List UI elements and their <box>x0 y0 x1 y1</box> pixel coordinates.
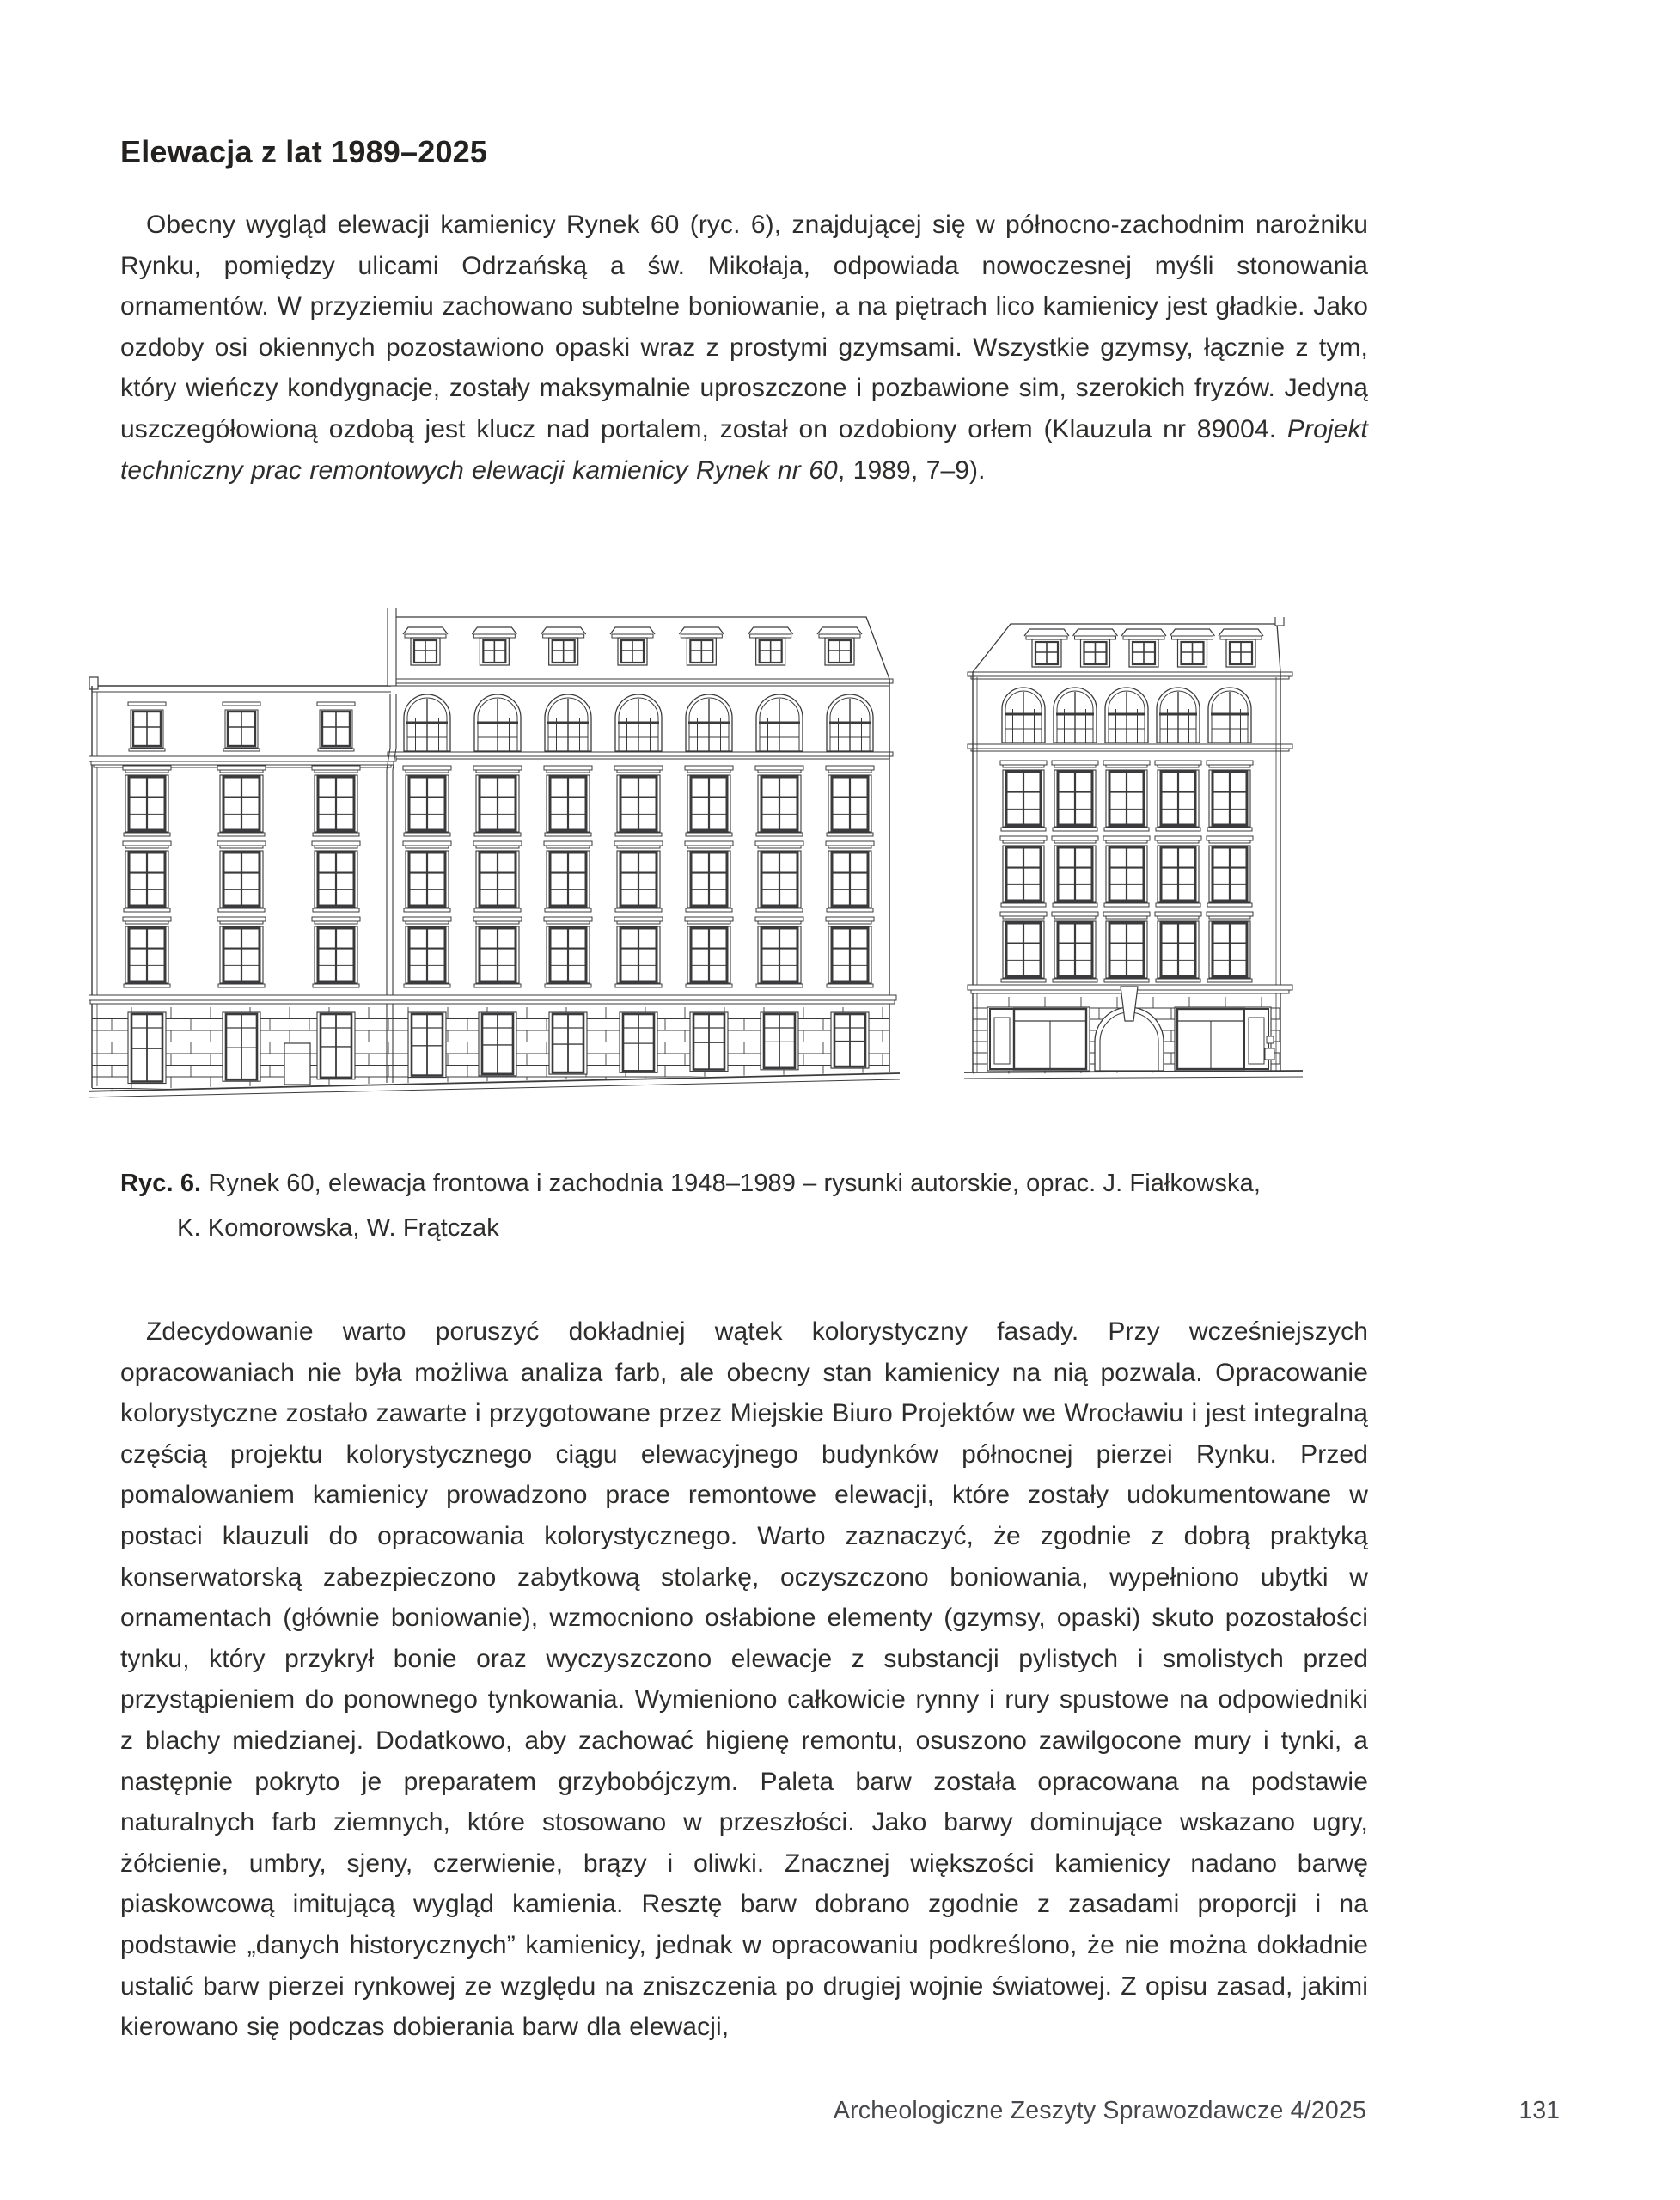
caption-label: Ryc. 6. <box>120 1170 202 1197</box>
caption-line2: K. Komorowska, W. Frątczak <box>177 1214 499 1242</box>
paragraph-1-italic-citation: Projekt techniczny prac remontowych elewacji kamienicy Rynek nr 60 <box>120 414 1368 485</box>
paragraph-2: Zdecydowanie warto poruszyć dokładniej wątek kolorystyczny fasady. Przy wcześniejszych opracowaniach nie była możliwa analiza farb, ale obecny stan kamienicy na nią pozwala. Opracowanie kolorystyczne zostało zawarte i przygotowane przez Miejskie Biuro Projektów we Wrocławiu i jest integralną częścią projektu kolorystycznego ciągu elewacyjnego budynków północnej pierzei Rynku. Przed pomalowaniem kamienicy prowadzono prace remontowe elewacji, które zostały udokumentowane w postaci klauzuli do opracowania kolorystycznego. Warto zaznaczyć, że zgodnie z dobrą praktyką konserwatorską zabezpieczono zabytkową stolarkę, oczyszczono boniowania, wypełniono ubytki w ornamentach (głównie boniowanie), wzmocniono osłabione elementy (gzymsy, opaski) skuto pozostałości tynku, który przykrył bonie oraz wyczyszczono elewacje z substancji pylistych i smolistych przed przystąpieniem do ponownego tynkowania. Wymieniono całkowicie rynny i rury spustowe na odpowiedniki z blachy miedzianej. Dodatkowo, aby zachować higienę remontu, osuszono zawilgocone mury i tynki, a następnie pokryto je preparatem grzybobójczym. Paleta barw została opracowana na podstawie naturalnych farb ziemnych, które stosowano w przeszłości. Jako barwy dominujące wskazano ugry, żółcienie, umbry, sjeny, czerwienie, brązy i oliwki. Znacznej większości kamienicy nadano barwę piaskowcową imitującą wygląd kamienia. Resztę barw dobrano zgodnie z zasadami proporcji i na podstawie „danych historycznych” kamienicy, jednak w opracowaniu podkreślono, że nie można dokładnie ustalić barw pierzei rynkowej ze względu na zniszczenia po drugiej wojnie światowej. Z opisu zasad, jakimi kierowano się podczas dobierania barw dla elewacji, <box>120 1317 1368 2042</box>
front-elevation-drawing <box>89 608 905 1110</box>
page-number: 131 <box>1518 2097 1560 2124</box>
figure-caption <box>120 1161 1368 1250</box>
figure-ryc6 <box>0 602 1680 1117</box>
paragraph-1-text: Obecny wygląd elewacji kamienicy Rynek 60 (ryc. 6), znajdującej się w północno-zachodnim narożniku Rynku, pomiędzy ulicami Odrzańską a św. Mikołaja, odpowiada nowoczesnej myśli stonowania ornamentów. W przyziemiu zachowano subtelne boniowanie, a na piętrach lico kamienicy jest gładkie. Jako ozdoby osi okiennych pozostawiono opaski wraz z prostymi gzymsami. Wszystkie gzymsy, łącznie z tym, który wieńczy kondygnacje, zostały maksymalnie uproszczone i pozbawione sim, szerokich fryzów. Jedyną uszczegółowioną ozdobą jest klucz nad portalem, został on ozdobiony orłem (Klauzula nr 89004. <box>120 211 1368 443</box>
west-elevation-drawing <box>961 617 1306 1095</box>
paragraph-1-text-end: , 1989, 7–9). <box>837 455 986 485</box>
paragraph-1 <box>120 205 1368 491</box>
caption-text: Rynek 60, elewacja frontowa i zachodnia 1948–1989 – rysunki autorskie, oprac. J. Fiałkowska, <box>201 1170 1261 1197</box>
caption-line1 <box>120 1170 1261 1197</box>
section-heading: Elewacja z lat 1989–2025 <box>120 133 488 169</box>
running-footer: Archeologiczne Zeszyty Sprawozdawcze 4/2025 <box>833 2097 1366 2124</box>
